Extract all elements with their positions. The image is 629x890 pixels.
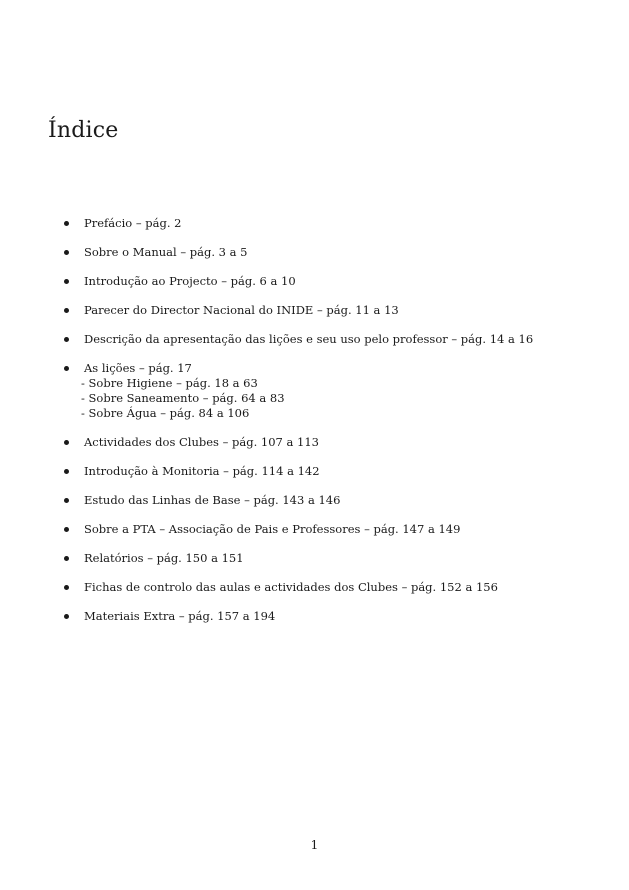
toc-item-text: Fichas de controlo das aulas e actividades dos Clubes – pág. 152 a 156 bbox=[84, 580, 498, 594]
toc-item-text: As lições – pág. 17 bbox=[84, 361, 192, 375]
toc-item-as-licoes bbox=[64, 361, 604, 421]
bullet-icon bbox=[64, 614, 69, 619]
toc-item-text: Introdução ao Projecto – pág. 6 a 10 bbox=[84, 274, 296, 288]
page-title: Índice bbox=[48, 118, 119, 143]
toc-item-text: Relatórios – pág. 150 a 151 bbox=[84, 551, 244, 565]
toc-item-text: Sobre a PTA – Associação de Pais e Professores – pág. 147 a 149 bbox=[84, 522, 461, 536]
bullet-icon bbox=[64, 308, 69, 313]
bullet-icon bbox=[64, 250, 69, 255]
bullet-icon bbox=[64, 556, 69, 561]
toc-item-text: Sobre o Manual – pág. 3 a 5 bbox=[84, 245, 248, 259]
toc-subitem-agua: - Sobre Água – pág. 84 a 106 bbox=[81, 406, 250, 420]
toc-subitem-higiene: - Sobre Higiene – pág. 18 a 63 bbox=[81, 376, 258, 390]
bullet-icon bbox=[64, 440, 69, 445]
toc-item-introducao-projecto bbox=[64, 274, 604, 289]
toc-item-text: Descrição da apresentação das lições e seu uso pelo professor – pág. 14 a 16 bbox=[84, 332, 534, 346]
toc-item-text: Estudo das Linhas de Base – pág. 143 a 146 bbox=[84, 493, 341, 507]
toc-item-relatorios bbox=[64, 551, 604, 566]
toc-item-parecer bbox=[64, 303, 604, 318]
toc-item-text: Actividades dos Clubes – pág. 107 a 113 bbox=[84, 435, 319, 449]
bullet-icon bbox=[64, 585, 69, 590]
toc-item-text: Prefácio – pág. 2 bbox=[84, 216, 182, 230]
toc-item-actividades-clubes bbox=[64, 435, 604, 450]
toc-item-descricao bbox=[64, 332, 604, 347]
toc-item-text: Introdução à Monitoria – pág. 114 a 142 bbox=[84, 464, 320, 478]
toc-item-pta bbox=[64, 522, 604, 537]
toc-item-monitoria bbox=[64, 464, 604, 479]
toc-subitem-saneamento: - Sobre Saneamento – pág. 64 a 83 bbox=[81, 391, 285, 405]
bullet-icon bbox=[64, 498, 69, 503]
toc-item-prefacio bbox=[64, 216, 604, 231]
page-number: 1 bbox=[310, 838, 319, 852]
bullet-icon bbox=[64, 527, 69, 532]
toc-item-linhas-de-base bbox=[64, 493, 604, 508]
bullet-icon bbox=[64, 337, 69, 342]
bullet-icon bbox=[64, 366, 69, 371]
toc-item-fichas-de-controlo bbox=[64, 580, 604, 595]
toc-item-text: Parecer do Director Nacional do INIDE – pág. 11 a 13 bbox=[84, 303, 399, 317]
table-of-contents bbox=[64, 216, 604, 638]
toc-item-text: Materiais Extra – pág. 157 a 194 bbox=[84, 609, 276, 623]
bullet-icon bbox=[64, 279, 69, 284]
toc-item-materiais-extra bbox=[64, 609, 604, 624]
bullet-icon bbox=[64, 221, 69, 226]
bullet-icon bbox=[64, 469, 69, 474]
toc-item-sobre-o-manual bbox=[64, 245, 604, 260]
